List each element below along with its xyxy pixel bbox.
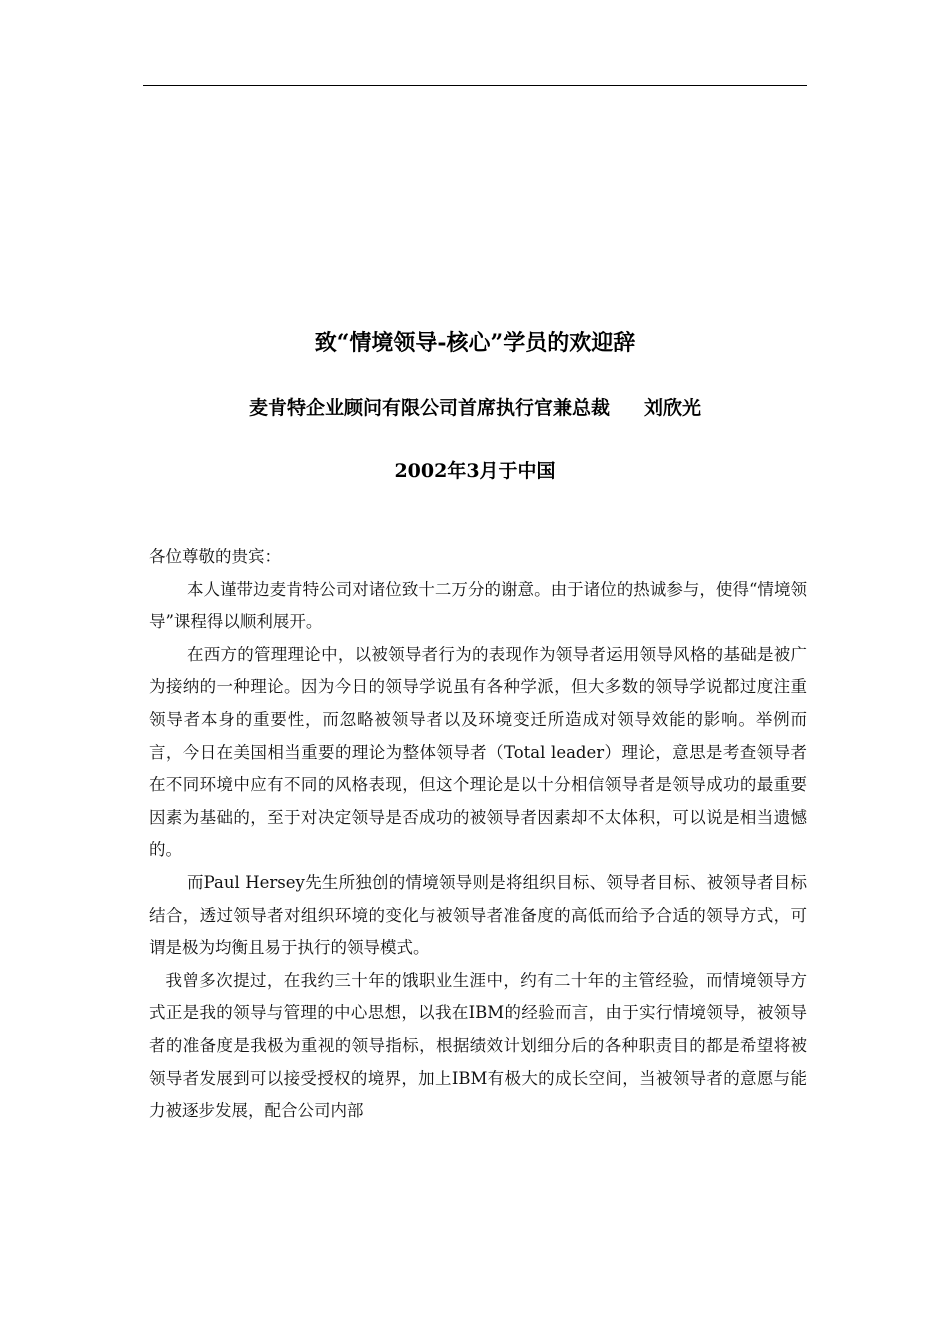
salutation: 各位尊敬的贵宾：	[149, 547, 281, 566]
author-organization: 麦肯特企业顾问有限公司首席执行官兼总裁	[248, 397, 610, 419]
document-title: 致“情境领导-核心”学员的欢迎辞	[314, 330, 636, 356]
paragraph-3: 而Paul Hersey先生所独创的情境领导则是将组织目标、领导者目标、被领导者目标结合，透过领导者对组织环境的变化与被领导者准备度的高低而给予合适的领导方式，可谓是极为均衡且易于执行的领导模式。	[149, 872, 807, 958]
header-rule	[143, 85, 807, 86]
paragraph-1: 本人谨带边麦肯特公司对诸位致十二万分的谢意。由于诸位的热诚参与，使得“情境领导”课程得以顺利展开。	[149, 579, 807, 632]
paragraph-2: 在西方的管理理论中，以被领导者行为的表现作为领导者运用领导风格的基础是被广为接纳的一种理论。因为今日的领导学说虽有各种学派，但大多数的领导学说都过度注重领导者本身的重要性，而忽略被领导者以及环境变迁所造成对领导效能的影响。举例而言，今日在美国相当重要的理论为整体领导者（Total leader）理论，意思是考查领导者在不同环境中应有不同的风格表现，但这个理论是以十分相信领导者是领导成功的最重要因素为基础的，至于对决定领导是否成功的被领导者因素却不太体积，可以说是相当遗憾的。	[149, 644, 807, 860]
author-name: 刘欣光	[644, 397, 702, 419]
paragraph-4: 我曾多次提过，在我约三十年的饿职业生涯中，约有二十年的主管经验，而情境领导方式正是我的领导与管理的中心思想，以我在IBM的经验而言，由于实行情境领导，被领导者的准备度是我极为重视的领导指标，根据绩效计划细分后的各种职责目的都是希望将被领导者发展到可以接受授权的境界，加上IBM有极大的成长空间，当被领导者的意愿与能力被逐步发展，配合公司内部	[149, 970, 807, 1121]
author-line	[143, 392, 807, 424]
letter-body	[149, 541, 807, 1128]
dateline: 2002年3月于中国	[394, 460, 556, 482]
